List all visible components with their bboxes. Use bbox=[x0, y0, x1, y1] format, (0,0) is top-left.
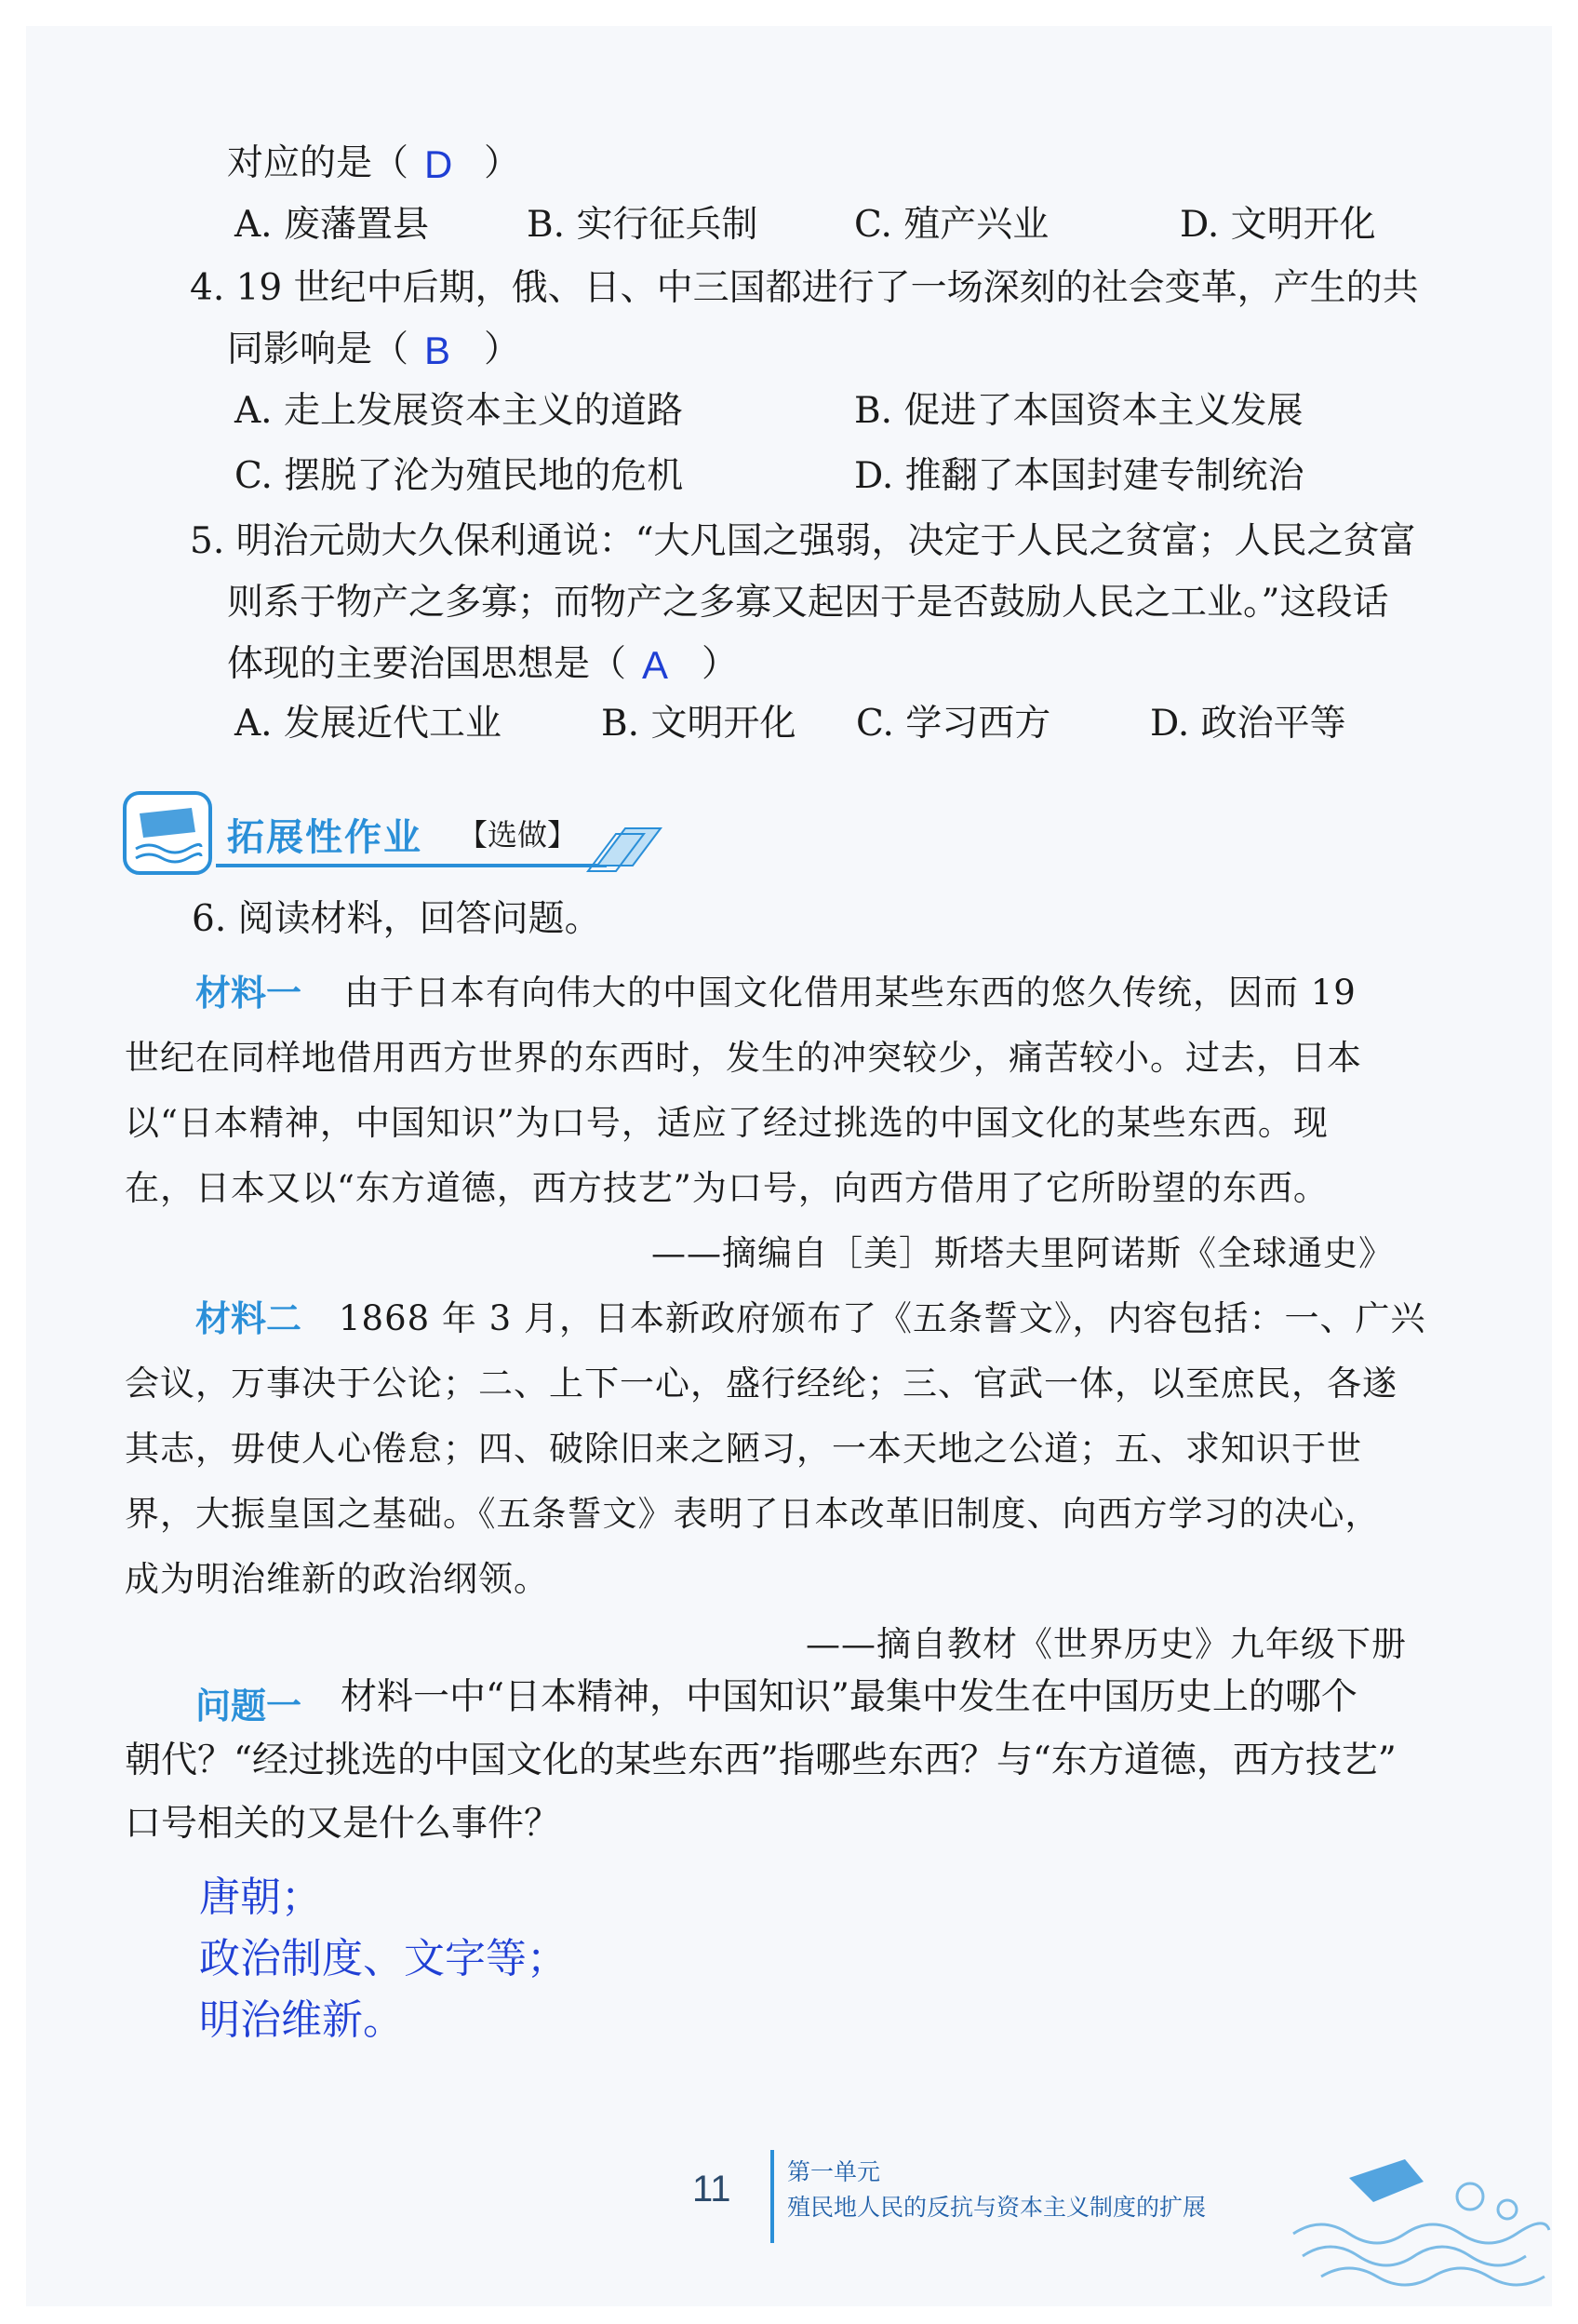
material-2-source: ——摘自教材《世界历史》九年级下册 bbox=[806, 1624, 1407, 1664]
handwritten-answer-1: 唐朝； bbox=[199, 1874, 322, 1921]
q4-option-b: B. 促进了本国资本主义发展 bbox=[854, 390, 1304, 432]
q3-option-d: D. 文明开化 bbox=[1180, 204, 1376, 246]
material-2-line-2: 会议，万事决于公论；二、上下一心，盛行经纶；三、官武一体，以至庶民，各遂 bbox=[125, 1364, 1397, 1404]
q4-option-d: D. 推翻了本国封建专制统治 bbox=[854, 455, 1304, 497]
q3-option-a: A. 废藩置县 bbox=[234, 204, 429, 246]
page-number: 11 bbox=[692, 2169, 731, 2210]
material-2-line-3: 其志，毋使人心倦怠；四、破除旧来之陋习，一本天地之公道；五、求知识于世 bbox=[125, 1429, 1362, 1469]
q3-option-c: C. 殖产兴业 bbox=[854, 204, 1050, 246]
material-1-label: 材料一 bbox=[195, 973, 302, 1014]
question-1-line-1: 材料一中“日本精神，中国知识”最集中发生在中国历史上的哪个 bbox=[341, 1676, 1357, 1718]
q4-line-2: 同影响是（ bbox=[227, 329, 409, 370]
footer-unit-title: 殖民地人民的反抗与资本主义制度的扩展 bbox=[787, 2194, 1207, 2221]
question-1-line-3: 口号相关的又是什么事件？ bbox=[125, 1803, 561, 1845]
q3-answer: D bbox=[424, 142, 453, 186]
q4-close: ） bbox=[484, 329, 521, 370]
q5-line-1: 5. 明治元勋大久保利通说：“大凡国之强弱，决定于人民之贫富；人民之贫富 bbox=[190, 520, 1416, 562]
material-1-line-1: 由于日本有向伟大的中国文化借用某些东西的悠久传统，因而 19 bbox=[344, 973, 1357, 1013]
q5-option-b: B. 文明开化 bbox=[601, 703, 796, 745]
wave-decoration-icon bbox=[1284, 2141, 1554, 2290]
section-tag-optional: 【选做】 bbox=[458, 817, 578, 853]
q5-option-a: A. 发展近代工业 bbox=[234, 703, 501, 745]
q3-close: ） bbox=[484, 142, 521, 184]
question-1-line-2: 朝代？“经过挑选的中国文化的某些东西”指哪些东西？与“东方道德，西方技艺” bbox=[125, 1740, 1397, 1781]
material-1-line-3: 以“日本精神，中国知识”为口号，适应了经过挑选的中国文化的某些东西。现 bbox=[125, 1103, 1329, 1143]
q4-answer: B bbox=[424, 329, 451, 372]
handwritten-answer-2: 政治制度、文字等； bbox=[199, 1935, 568, 1982]
notebook-icon bbox=[123, 791, 212, 875]
q5-line-3: 体现的主要治国思想是（ bbox=[227, 643, 627, 685]
q3-option-b: B. 实行征兵制 bbox=[527, 204, 758, 246]
section-header bbox=[123, 791, 662, 880]
q4-line-1: 4. 19 世纪中后期，俄、日、中三国都进行了一场深刻的社会变革，产生的共 bbox=[190, 267, 1419, 309]
pages-icon bbox=[579, 819, 662, 875]
footer-divider bbox=[770, 2150, 774, 2243]
q5-line-2: 则系于物产之多寡；而物产之多寡又起因于是否鼓励人民之工业。”这段话 bbox=[227, 582, 1389, 624]
section-underline bbox=[216, 864, 607, 867]
material-2-line-1: 1868 年 3 月，日本新政府颁布了《五条誓文》，内容包括：一、广兴 bbox=[339, 1298, 1426, 1338]
material-1-line-2: 世纪在同样地借用西方世界的东西时，发生的冲突较少，痛苦较小。过去，日本 bbox=[125, 1038, 1362, 1078]
q4-option-c: C. 摆脱了沦为殖民地的危机 bbox=[234, 455, 684, 497]
q5-answer: A bbox=[642, 643, 669, 687]
q6-stem: 6. 阅读材料，回答问题。 bbox=[192, 898, 601, 940]
q3-stem-tail: 对应的是（ bbox=[227, 142, 409, 184]
handwritten-answer-3: 明治维新。 bbox=[199, 1996, 404, 2044]
q5-close: ） bbox=[702, 643, 739, 685]
q4-option-a: A. 走上发展资本主义的道路 bbox=[234, 390, 683, 432]
material-1-source: ——摘编自［美］斯塔夫里阿诺斯《全球通史》 bbox=[651, 1233, 1394, 1273]
material-2-line-4: 界，大振皇国之基础。《五条誓文》表明了日本改革旧制度、向西方学习的决心， bbox=[125, 1494, 1381, 1534]
q5-option-c: C. 学习西方 bbox=[856, 703, 1051, 745]
question-1-label: 问题一 bbox=[195, 1686, 302, 1726]
q5-option-d: D. 政治平等 bbox=[1150, 703, 1346, 745]
material-1-line-4: 在，日本又以“东方道德，西方技艺”为口号，向西方借用了它所盼望的东西。 bbox=[125, 1168, 1329, 1208]
section-title: 拓展性作业 bbox=[227, 816, 422, 859]
material-2-label: 材料二 bbox=[195, 1298, 302, 1339]
footer-unit: 第一单元 bbox=[787, 2158, 881, 2185]
material-2-line-5: 成为明治维新的政治纲领。 bbox=[125, 1559, 549, 1599]
